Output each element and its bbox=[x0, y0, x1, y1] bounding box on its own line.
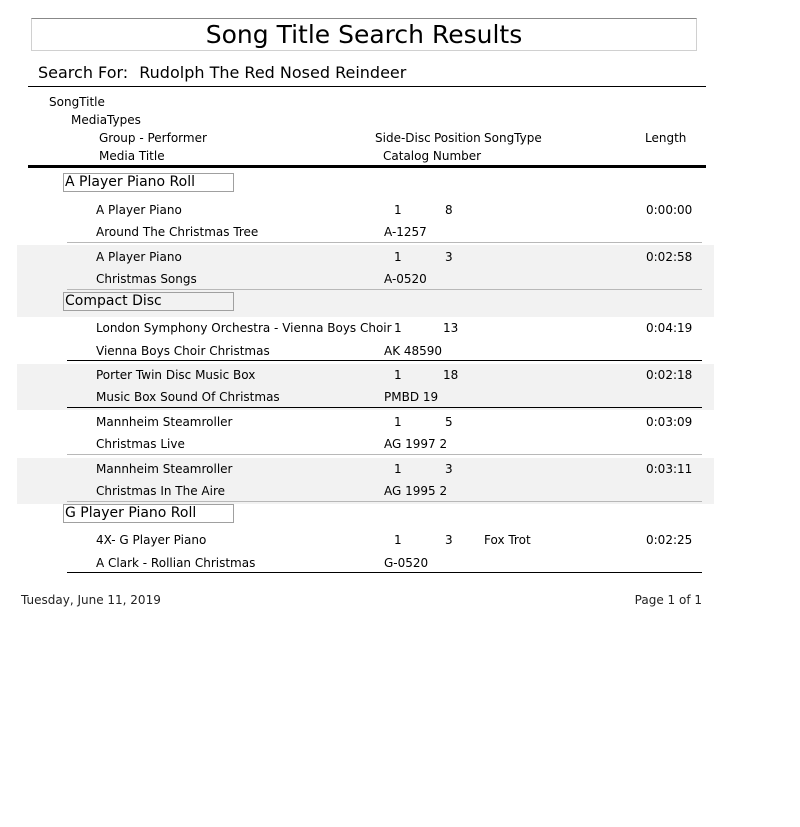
search-criteria bbox=[38, 63, 406, 83]
record-media-title: Christmas Live bbox=[96, 437, 185, 451]
record-media-title: A Clark - Rollian Christmas bbox=[96, 556, 256, 570]
record-position: 3 bbox=[445, 462, 453, 476]
record-length: 0:03:11 bbox=[646, 462, 693, 476]
record-catalog-number: A-1257 bbox=[384, 225, 427, 239]
record-side-disc: 1 bbox=[394, 321, 402, 335]
row-separator bbox=[67, 360, 702, 361]
record-position: 8 bbox=[445, 203, 453, 217]
record-catalog-number: G-0520 bbox=[384, 556, 429, 570]
record-catalog-number: AG 1995 2 bbox=[384, 484, 448, 498]
record-media-title: Christmas In The Aire bbox=[96, 484, 226, 498]
record-side-disc: 1 bbox=[394, 250, 402, 264]
row-separator bbox=[67, 242, 702, 243]
group-header: A Player Piano Roll bbox=[63, 173, 234, 192]
record-position: 3 bbox=[445, 533, 453, 547]
record-side-disc: 1 bbox=[394, 415, 402, 429]
record-catalog-number: AK 48590 bbox=[384, 344, 443, 358]
record-position: 3 bbox=[445, 250, 453, 264]
header-media-types: MediaTypes bbox=[71, 113, 141, 127]
header-song-title: SongTitle bbox=[49, 95, 105, 109]
record-side-disc: 1 bbox=[394, 462, 402, 476]
report-title: Song Title Search Results bbox=[205, 20, 523, 49]
header-group-performer: Group - Performer bbox=[99, 131, 207, 145]
record-performer: Mannheim Steamroller bbox=[96, 462, 233, 476]
record-performer: Porter Twin Disc Music Box bbox=[96, 368, 256, 382]
row-separator bbox=[67, 407, 702, 408]
record-length: 0:04:19 bbox=[646, 321, 693, 335]
header-divider bbox=[28, 165, 706, 168]
record-media-title: Christmas Songs bbox=[96, 272, 197, 286]
record-side-disc: 1 bbox=[394, 533, 402, 547]
record-catalog-number: AG 1997 2 bbox=[384, 437, 448, 451]
record-media-title: Music Box Sound Of Christmas bbox=[96, 390, 280, 404]
row-separator bbox=[67, 572, 702, 573]
report-title-box bbox=[31, 18, 697, 51]
row-separator bbox=[67, 454, 702, 455]
search-divider bbox=[28, 86, 706, 87]
header-side-disc: Side-Disc bbox=[375, 131, 431, 145]
page-number: Page 1 of 1 bbox=[634, 593, 702, 607]
record-position: 13 bbox=[443, 321, 459, 335]
header-song-type: SongType bbox=[484, 131, 542, 145]
search-value: Rudolph The Red Nosed Reindeer bbox=[139, 63, 407, 82]
row-separator bbox=[67, 501, 702, 502]
record-performer: A Player Piano bbox=[96, 203, 182, 217]
record-performer: Mannheim Steamroller bbox=[96, 415, 233, 429]
group-header: G Player Piano Roll bbox=[63, 504, 234, 523]
record-catalog-number: A-0520 bbox=[384, 272, 427, 286]
group-header: Compact Disc bbox=[63, 292, 234, 311]
record-length: 0:03:09 bbox=[646, 415, 693, 429]
record-media-title: Vienna Boys Choir Christmas bbox=[96, 344, 270, 358]
header-length: Length bbox=[645, 131, 687, 145]
row-separator bbox=[67, 289, 702, 290]
record-media-title: Around The Christmas Tree bbox=[96, 225, 259, 239]
record-position: 18 bbox=[443, 368, 459, 382]
search-label: Search For: bbox=[38, 63, 129, 82]
record-catalog-number: PMBD 19 bbox=[384, 390, 439, 404]
record-side-disc: 1 bbox=[394, 203, 402, 217]
record-position: 5 bbox=[445, 415, 453, 429]
record-performer: A Player Piano bbox=[96, 250, 182, 264]
record-performer: 4X- G Player Piano bbox=[96, 533, 207, 547]
record-length: 0:02:18 bbox=[646, 368, 693, 382]
header-media-title: Media Title bbox=[99, 149, 165, 163]
record-length: 0:00:00 bbox=[646, 203, 693, 217]
record-length: 0:02:58 bbox=[646, 250, 693, 264]
record-length: 0:02:25 bbox=[646, 533, 693, 547]
record-side-disc: 1 bbox=[394, 368, 402, 382]
header-position: Position bbox=[434, 131, 481, 145]
header-catalog-number: Catalog Number bbox=[383, 149, 482, 163]
record-performer: London Symphony Orchestra - Vienna Boys Choir bbox=[96, 321, 392, 335]
report-date: Tuesday, June 11, 2019 bbox=[21, 593, 161, 607]
record-song-type: Fox Trot bbox=[484, 533, 531, 547]
